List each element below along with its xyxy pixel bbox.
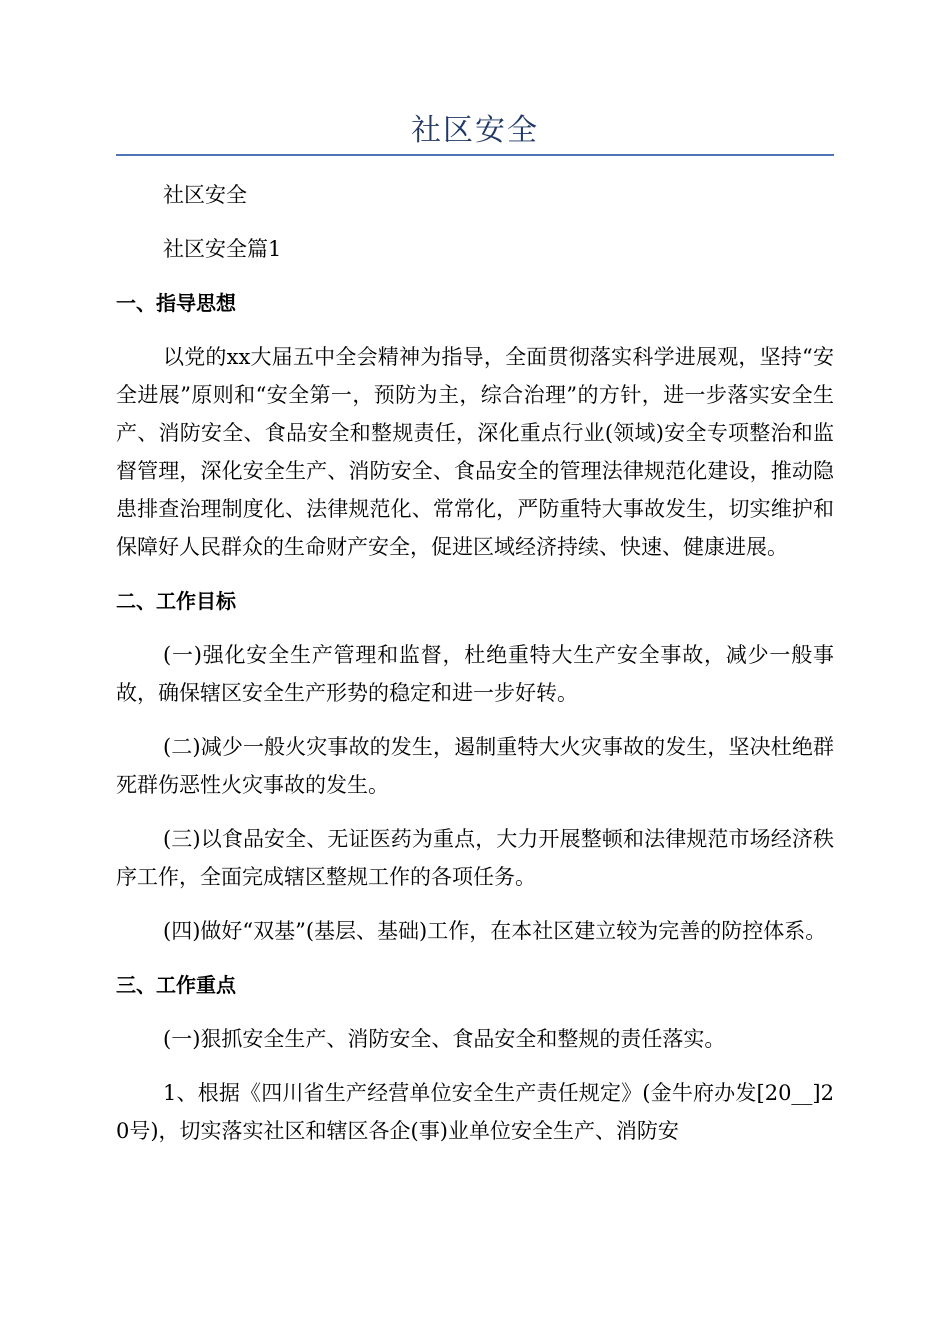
- section-heading-3: 三、工作重点: [116, 973, 236, 997]
- part-title: 社区安全篇1: [163, 237, 282, 261]
- goal-item-4: (四)做好“双基”(基层、基础)工作，在本社区建立较为完善的防控体系。: [163, 919, 827, 943]
- goal-item-1: (一)强化安全生产管理和监督，杜绝重特大生产安全事故，减少一般事故，确保辖区安全生产形势的稳定和进一步好转。: [116, 643, 834, 705]
- goal-item-3: (三)以食品安全、无证医药为重点，大力开展整顿和法律规范市场经济秩序工作，全面完成辖区整规工作的各项任务。: [116, 827, 834, 889]
- paragraph-guiding-thought: 以党的xx大届五中全会精神为指导，全面贯彻落实科学进展观，坚持“安全进展”原则和“安全第一，预防为主，综合治理”的方针，进一步落实安全生产、消防安全、食品安全和整规责任，深化重点行业(领域)安全专项整治和监督管理，深化安全生产、消防安全、食品安全的管理法律规范化建设，推动隐患排查治理制度化、法律规范化、常常化，严防重特大事故发生，切实维护和保障好人民群众的生命财产安全，促进区域经济持续、快速、健康进展。: [116, 345, 834, 559]
- section-heading-1: 一、指导思想: [116, 291, 236, 315]
- focus-item-2: 1、根据《四川省生产经营单位安全生产责任规定》(金牛府办发[20__]20号)，切实落实社区和辖区各企(事)业单位安全生产、消防安: [116, 1081, 834, 1143]
- goal-item-2: (二)减少一般火灾事故的发生，遏制重特大火灾事故的发生，坚决杜绝群死群伤恶性火灾事故的发生。: [116, 735, 834, 797]
- subtitle: 社区安全: [163, 183, 247, 207]
- document-title: 社区安全: [411, 113, 539, 148]
- title-underline: [116, 154, 834, 156]
- focus-item-1: (一)狠抓安全生产、消防安全、食品安全和整规的责任落实。: [163, 1027, 726, 1051]
- document-page: [116, 108, 834, 1150]
- section-heading-2: 二、工作目标: [116, 589, 236, 613]
